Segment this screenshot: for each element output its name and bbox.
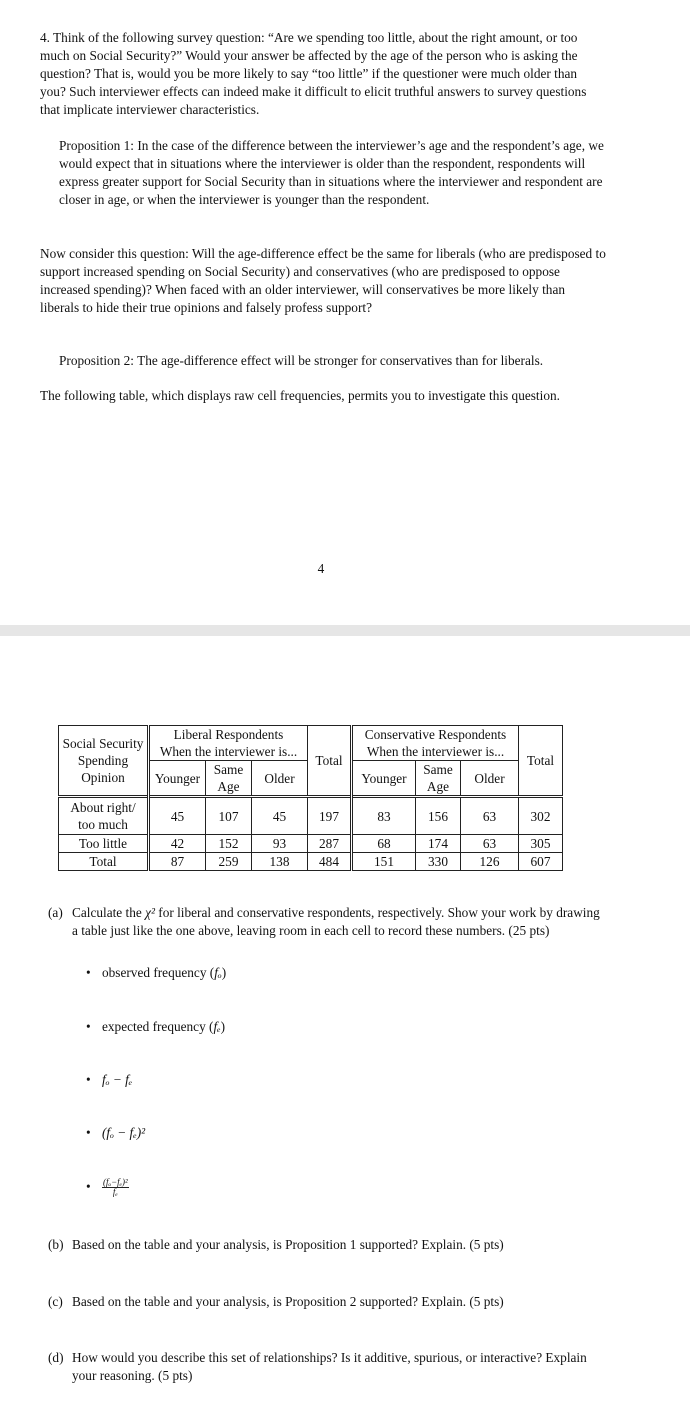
question-c: (c) Based on the table and your analysis, is Proposition 2 supported? Explain. (5 pts) <box>48 1294 504 1309</box>
table-cell: 42 <box>149 835 206 853</box>
conservative-header: Conservative Respondents <box>352 726 519 744</box>
table-cell: 197 <box>308 797 352 835</box>
table-cell: 68 <box>352 835 416 853</box>
question-a <box>48 904 608 940</box>
liberal-header: Liberal Respondents <box>149 726 308 744</box>
liberal-col-younger: Younger <box>149 761 206 797</box>
table-cell: 107 <box>206 797 252 835</box>
table-cell: 63 <box>461 797 519 835</box>
table-row <box>59 835 563 853</box>
table-cell: 152 <box>206 835 252 853</box>
frequency-table <box>58 725 563 871</box>
table-cell: 259 <box>206 853 252 871</box>
following-table-paragraph: The following table, which displays raw cell frequencies, permits you to investigate this question. <box>40 388 560 403</box>
table-cell: 63 <box>461 835 519 853</box>
table-cell: 45 <box>252 797 308 835</box>
question-d: (d) How would you describe this set of relationships? Is it additive, spurious, or interactive? Explain your reasoning. (5 pts) <box>48 1350 587 1383</box>
bullet-difference: • fₒ − fₑ <box>86 1072 133 1087</box>
question-a-text-after: for liberal and conservative respondents, respectively. Show your work by drawing a table just like the one above, leaving room in each cell to record these numbers. (25 pts) <box>72 905 600 938</box>
row-label: Total <box>59 853 149 871</box>
conservative-col-same-age: Same Age <box>416 761 461 797</box>
liberal-col-same-age: Same Age <box>206 761 252 797</box>
table-cell: 83 <box>352 797 416 835</box>
now-consider-paragraph: Now consider this question: Will the age-difference effect be the same for liberals (who are predisposed to support increased spending on Social Security) and conservatives (who are predisposed to oppose increased spending)? When faced with an older interviewer, will conservatives be more likely than liberals to hide their true opinions and falsely profess support? <box>40 246 606 315</box>
bullet-fraction: • $\frac{\text{(fₒ−fₑ)²}}{\text{fₑ}}$ <box>86 1177 128 1198</box>
liberal-col-older: Older <box>252 761 308 797</box>
table-cell: 484 <box>308 853 352 871</box>
bullet-observed: • observed frequency (fₒ) <box>86 965 227 980</box>
conservative-when-label: When the interviewer is... <box>352 743 519 761</box>
table-cell: 330 <box>416 853 461 871</box>
chi-square-symbol: χ² <box>145 905 155 920</box>
table-cell: 607 <box>519 853 563 871</box>
chi-square-term-fraction: $\frac{\text{(fₒ−fₑ)²}}{\text{fₑ}}$ <box>103 1177 128 1198</box>
liberal-when-label: When the interviewer is... <box>149 743 308 761</box>
row-label: About right/ too much <box>59 797 149 835</box>
table-cell: 302 <box>519 797 563 835</box>
proposition-1: Proposition 1: In the case of the difference between the interviewer’s age and the respondent’s age, we would expect that in situations where the interviewer is older than the respondent, respondents will express greater support for Social Security than in situations where the interviewer and respondent are closer in age, or when the interviewer is younger than the respondent. <box>59 138 604 207</box>
table-cell: 87 <box>149 853 206 871</box>
conservative-col-younger: Younger <box>352 761 416 797</box>
table-cell: 156 <box>416 797 461 835</box>
table-cell: 151 <box>352 853 416 871</box>
proposition-2: Proposition 2: The age-difference effect will be stronger for conservatives than for liberals. <box>59 353 544 368</box>
table-cell: 174 <box>416 835 461 853</box>
table-row <box>59 853 563 871</box>
table-cell: 138 <box>252 853 308 871</box>
page-number: 4 <box>317 561 325 576</box>
table-cell: 305 <box>519 835 563 853</box>
conservative-total-header: Total <box>519 726 563 797</box>
table-cell: 287 <box>308 835 352 853</box>
table-row <box>59 797 563 835</box>
table-cell: 126 <box>461 853 519 871</box>
bullet-expected: • expected frequency (fₑ) <box>86 1019 226 1034</box>
question-a-label: (a) <box>48 905 63 920</box>
table-cell: 45 <box>149 797 206 835</box>
question-b: (b) Based on the table and your analysis, is Proposition 1 supported? Explain. (5 pts) <box>48 1237 504 1252</box>
table-corner-label: Social Security Spending Opinion <box>59 726 149 797</box>
table-cell: 93 <box>252 835 308 853</box>
liberal-total-header: Total <box>308 726 352 797</box>
intro-paragraph: 4. Think of the following survey question: “Are we spending too little, about the right amount, or too much on Social Security?” Would your answer be affected by the age of the person who is asking the question? That is, would you be more likely to say “too little” if the questioner were much older than you? Such interviewer effects can indeed make it difficult to elicit truthful answers to survey questions that implicate interviewer characteristics. <box>40 30 587 117</box>
row-label: Too little <box>59 835 149 853</box>
conservative-col-older: Older <box>461 761 519 797</box>
page-separator <box>0 625 690 636</box>
question-a-text-before: Calculate the <box>72 905 142 920</box>
bullet-difference-squared: • (fₒ − fₑ)² <box>86 1125 146 1140</box>
